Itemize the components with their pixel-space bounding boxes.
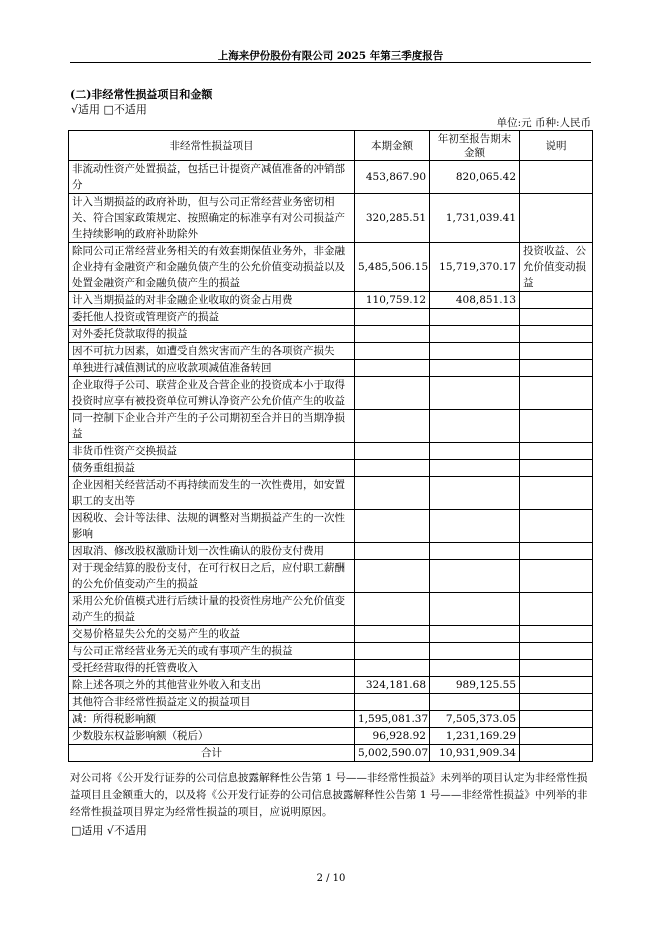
row-current-amount: 96,928.92 [355, 728, 430, 745]
row-note [520, 326, 593, 343]
row-note [520, 410, 593, 443]
row-ytd-amount [430, 326, 520, 343]
header-current: 本期金额 [355, 131, 430, 161]
row-item: 单独进行减值测试的应收款项减值准备转回 [69, 360, 355, 377]
header-item: 非经常性损益项目 [69, 131, 355, 161]
row-ytd-amount [430, 360, 520, 377]
row-current-amount [355, 326, 430, 343]
row-note [520, 343, 593, 360]
row-current-amount: 5,002,590.07 [355, 745, 430, 762]
row-note [520, 309, 593, 326]
table-row [69, 560, 593, 593]
row-ytd-amount: 408,851.13 [430, 292, 520, 309]
row-ytd-amount: 1,731,039.41 [430, 194, 520, 243]
row-current-amount: 453,867.90 [355, 161, 430, 194]
row-note [520, 728, 593, 745]
row-ytd-amount [430, 410, 520, 443]
row-item: 除上述各项之外的其他营业外收入和支出 [69, 677, 355, 694]
table-row [69, 711, 593, 728]
table-row [69, 309, 593, 326]
row-item: 减：所得税影响额 [69, 711, 355, 728]
row-ytd-amount [430, 643, 520, 660]
row-current-amount: 5,485,506.15 [355, 243, 430, 292]
header-note: 说明 [520, 131, 593, 161]
row-item: 采用公允价值模式进行后续计量的投资性房地产公允价值变动产生的损益 [69, 593, 355, 626]
table-row [69, 410, 593, 443]
table-row [69, 626, 593, 643]
row-note [520, 711, 593, 728]
table-row [69, 643, 593, 660]
row-note [520, 543, 593, 560]
table-row [69, 343, 593, 360]
row-note [520, 745, 593, 762]
row-note [520, 477, 593, 510]
table-row [69, 660, 593, 677]
row-note [520, 660, 593, 677]
table-row [69, 694, 593, 711]
row-item: 受托经营取得的托管费收入 [69, 660, 355, 677]
table-row [69, 161, 593, 194]
row-item: 企业因相关经营活动不再持续而发生的一次性费用，如安置职工的支出等 [69, 477, 355, 510]
row-note [520, 194, 593, 243]
row-note [520, 560, 593, 593]
table-row [69, 377, 593, 410]
applicability-status: √适用 □不适用 [71, 103, 147, 116]
row-ytd-amount [430, 626, 520, 643]
section-title: (二)非经常性损益项目和金额 [70, 88, 213, 101]
row-note [520, 460, 593, 477]
row-ytd-amount [430, 443, 520, 460]
row-item: 计入当期损益的对非金融企业收取的资金占用费 [69, 292, 355, 309]
row-item: 其他符合非经常性损益定义的损益项目 [69, 694, 355, 711]
row-current-amount [355, 309, 430, 326]
row-current-amount: 110,759.12 [355, 292, 430, 309]
row-item: 少数股东权益影响额（税后） [69, 728, 355, 745]
row-ytd-amount [430, 510, 520, 543]
report-header: 上海来伊份股份有限公司 2025 年第三季度报告 [217, 50, 444, 62]
table-row [69, 593, 593, 626]
row-note [520, 292, 593, 309]
table-row [69, 460, 593, 477]
row-ytd-amount: 10,931,909.34 [430, 745, 520, 762]
row-item: 对于现金结算的股份支付，在可行权日之后，应付职工薪酬的公允价值变动产生的损益 [69, 560, 355, 593]
row-note [520, 643, 593, 660]
row-current-amount [355, 510, 430, 543]
row-note [520, 626, 593, 643]
table-row [69, 194, 593, 243]
row-ytd-amount: 15,719,370.17 [430, 243, 520, 292]
row-item: 非货币性资产交换损益 [69, 443, 355, 460]
row-ytd-amount [430, 309, 520, 326]
row-current-amount [355, 560, 430, 593]
table-row [69, 728, 593, 745]
table-row [69, 360, 593, 377]
row-item: 合计 [69, 745, 355, 762]
row-item: 因取消、修改股权激励计划一次性确认的股份支付费用 [69, 543, 355, 560]
row-item: 计入当期损益的政府补助，但与公司正常经营业务密切相关、符合国家政策规定、按照确定的标准享有对公司损益产生持续影响的政府补助除外 [69, 194, 355, 243]
row-ytd-amount [430, 543, 520, 560]
row-current-amount [355, 543, 430, 560]
row-ytd-amount [430, 593, 520, 626]
table-row [69, 543, 593, 560]
table-row [69, 243, 593, 292]
row-item: 除同公司正常经营业务相关的有效套期保值业务外，非金融企业持有金融资产和金融负债产生的公允价值变动损益以及处置金融资产和金融负债产生的损益 [69, 243, 355, 292]
row-item: 因税收、会计等法律、法规的调整对当期损益产生的一次性影响 [69, 510, 355, 543]
row-current-amount [355, 377, 430, 410]
row-item: 因不可抗力因素，如遭受自然灾害而产生的各项资产损失 [69, 343, 355, 360]
footnote-applicability: □适用 √不适用 [71, 824, 147, 837]
table-row [69, 326, 593, 343]
row-current-amount [355, 477, 430, 510]
row-current-amount [355, 626, 430, 643]
table-row [69, 745, 593, 762]
unit-currency-line: 单位:元 币种:人民币 [496, 117, 591, 129]
row-note [520, 360, 593, 377]
row-item: 同一控制下企业合并产生的子公司期初至合并日的当期净损益 [69, 410, 355, 443]
row-ytd-amount [430, 460, 520, 477]
row-ytd-amount [430, 560, 520, 593]
row-current-amount [355, 343, 430, 360]
row-current-amount [355, 360, 430, 377]
row-ytd-amount: 820,065.42 [430, 161, 520, 194]
row-current-amount [355, 410, 430, 443]
table-row [69, 477, 593, 510]
row-note: 投资收益、公允价值变动损益 [520, 243, 593, 292]
row-item: 委托他人投资或管理资产的损益 [69, 309, 355, 326]
row-current-amount: 324,181.68 [355, 677, 430, 694]
row-item: 与公司正常经营业务无关的或有事项产生的损益 [69, 643, 355, 660]
row-note [520, 677, 593, 694]
row-note [520, 593, 593, 626]
row-ytd-amount [430, 477, 520, 510]
row-item: 对外委托贷款取得的损益 [69, 326, 355, 343]
row-ytd-amount [430, 694, 520, 711]
row-note [520, 161, 593, 194]
row-ytd-amount [430, 343, 520, 360]
row-current-amount [355, 593, 430, 626]
row-current-amount [355, 460, 430, 477]
row-ytd-amount [430, 660, 520, 677]
header-ytd: 年初至报告期末金额 [430, 131, 520, 161]
non-recurring-items-table [68, 130, 593, 762]
row-current-amount [355, 660, 430, 677]
row-note [520, 443, 593, 460]
table-header-row [69, 131, 593, 161]
row-current-amount [355, 694, 430, 711]
table-row [69, 443, 593, 460]
table-row [69, 677, 593, 694]
row-current-amount [355, 643, 430, 660]
header-rule [70, 62, 591, 63]
page-number: 2 / 10 [316, 873, 346, 884]
row-item: 交易价格显失公允的交易产生的收益 [69, 626, 355, 643]
row-item: 债务重组损益 [69, 460, 355, 477]
table-row [69, 292, 593, 309]
row-item: 非流动性资产处置损益，包括已计提资产减值准备的冲销部分 [69, 161, 355, 194]
footnote-text: 对公司将《公开发行证券的公司信息披露解释性公告第 1 号——非经常性损益》未列举的项目认定为非经常性损益项目且金额重大的，以及将《公开发行证券的公司信息披露解释性公告第 1 号——非经常性损益》中列举的非经常性损益项目界定为经常性损益的项目，应说明原因。 [70, 772, 588, 818]
row-ytd-amount [430, 377, 520, 410]
row-note [520, 377, 593, 410]
row-note [520, 510, 593, 543]
row-ytd-amount: 1,231,169.29 [430, 728, 520, 745]
row-item: 企业取得子公司、联营企业及合营企业的投资成本小于取得投资时应享有被投资单位可辨认净资产公允价值产生的收益 [69, 377, 355, 410]
row-current-amount: 1,595,081.37 [355, 711, 430, 728]
row-current-amount: 320,285.51 [355, 194, 430, 243]
table-row [69, 510, 593, 543]
row-note [520, 694, 593, 711]
row-ytd-amount: 989,125.55 [430, 677, 520, 694]
row-current-amount [355, 443, 430, 460]
row-ytd-amount: 7,505,373.05 [430, 711, 520, 728]
